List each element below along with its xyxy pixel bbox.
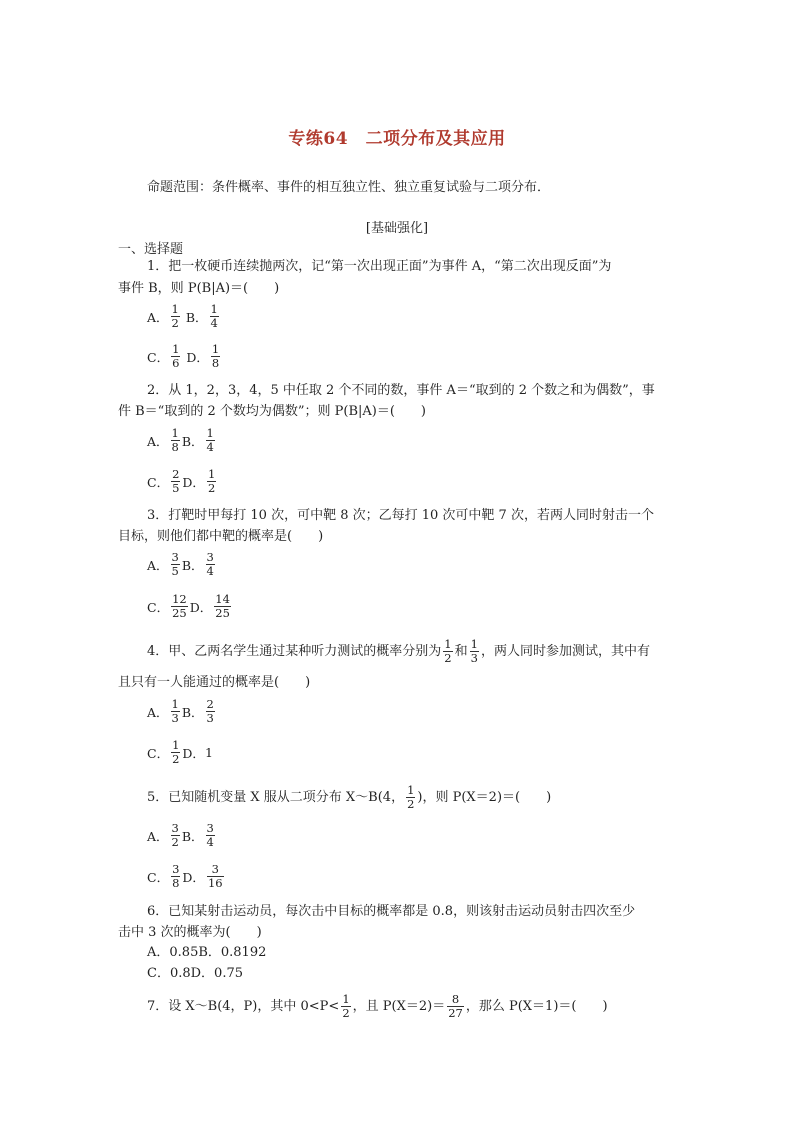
q7-stem (147, 990, 608, 1024)
fraction: $\frac{1}{3}$ (171, 697, 179, 725)
q4-options-ab (147, 698, 217, 732)
option-label: C． (147, 745, 170, 761)
fraction: $\frac{3}{2}$ (171, 821, 179, 849)
fraction: $\frac{1}{8}$ (171, 426, 179, 454)
q5-text-pre: 5．已知随机变量 X 服从二项分布 X～B(4， (147, 790, 405, 805)
option-label: A． (147, 433, 169, 449)
option-label: A． (147, 828, 169, 844)
q3-options-cd (147, 593, 233, 627)
option-label: D． (182, 869, 205, 885)
fraction: $\frac{1}{4}$ (210, 302, 218, 330)
q6-stem-line2: 击中 3 次的概率为( ) (118, 925, 262, 940)
subsection-heading: 一、选择题 (118, 242, 184, 257)
option-label: B． (181, 557, 204, 573)
q1-stem-line1: 1．把一枚硬币连续抛两次，记“第一次出现正面”为事件 A，“第二次出现反面”为 (147, 259, 612, 274)
option-label: C． (147, 599, 170, 615)
fraction: $\frac{3}{8}$ (172, 862, 180, 890)
q5-options-ab (147, 822, 217, 856)
option-label: C． (147, 474, 170, 490)
fraction: $\frac{3}{4}$ (206, 550, 214, 578)
fraction: $\frac{3}{16}$ (207, 862, 223, 890)
option-label: A． (147, 704, 169, 720)
fraction: $\frac{1}{3}$ (470, 637, 478, 665)
fraction: $\frac{2}{5}$ (172, 467, 180, 495)
scope-text: 命题范围：条件概率、事件的相互独立性、独立重复试验与二项分布． (147, 180, 551, 195)
option-label: D． (182, 474, 205, 490)
fraction: $\frac{1}{8}$ (211, 342, 220, 370)
q3-stem-line1: 3．打靶时甲每打 10 次，可中靶 8 次；乙每打 10 次可中靶 7 次，若两人同时射击一个 (147, 508, 654, 523)
option-label: A． (147, 557, 169, 573)
q4-text-and: 和 (454, 644, 468, 659)
option-label: B． (185, 309, 208, 325)
q3-options-ab (147, 551, 217, 585)
q7-text-pre: 7．设 X～B(4，P)，其中 0<P< (147, 999, 340, 1014)
q6-options-cd: C．0.8D．0.75 (147, 966, 243, 981)
option-label: C． (147, 869, 170, 885)
fraction: $\frac{1}{2}$ (342, 992, 350, 1020)
q4-options-cd (147, 739, 213, 773)
fraction: $\frac{8}{27}$ (448, 992, 463, 1020)
fraction: $\frac{3}{5}$ (171, 550, 179, 578)
option-label: C． (147, 349, 170, 365)
page-title: 专练64 二项分布及其应用 (288, 129, 506, 149)
fraction: $\frac{1}{2}$ (171, 302, 179, 330)
option-value: 1 (204, 745, 213, 760)
q4-stem-line1 (147, 636, 650, 668)
q1-options-ab (147, 303, 221, 337)
q2-stem-line2: 件 B＝“取到的 2 个数均为偶数”；则 P(B|A)＝( ) (118, 404, 427, 419)
q1-options-cd (147, 343, 222, 377)
option-label: B． (181, 433, 204, 449)
option-label: D． (182, 745, 205, 761)
q1-stem-line2: 事件 B，则 P(B|A)＝( ) (118, 281, 280, 296)
fraction: $\frac{1}{2}$ (407, 783, 415, 811)
fraction: $\frac{14}{25}$ (215, 592, 230, 620)
q4-text-pre: 4．甲、乙两名学生通过某种听力测试的概率分别为 (147, 644, 442, 659)
fraction: $\frac{1}{2}$ (207, 467, 216, 495)
option-label: D． (186, 349, 209, 365)
section-heading: [基础强化] (365, 221, 429, 236)
option-label: A． (147, 309, 169, 325)
q4-text-post: ，两人同时参加测试，其中有 (480, 644, 650, 659)
q5-options-cd (147, 863, 226, 897)
fraction: $\frac{2}{3}$ (206, 697, 214, 725)
fraction: $\frac{1}{6}$ (172, 342, 180, 370)
fraction: $\frac{3}{4}$ (206, 821, 214, 849)
q3-stem-line2: 目标，则他们都中靶的概率是( ) (118, 529, 324, 544)
fraction: $\frac{1}{4}$ (206, 426, 214, 454)
q2-options-cd (147, 468, 218, 502)
q7-text-mid: ，且 P(X＝2)＝ (352, 999, 446, 1014)
q2-stem-line1: 2．从 1，2，3，4，5 中任取 2 个不同的数，事件 A＝“取到的 2 个数之和为偶数”，事 (147, 383, 655, 398)
fraction: $\frac{1}{2}$ (444, 637, 452, 665)
q5-text-post: )，则 P(X＝2)＝( ) (417, 790, 552, 805)
q6-options-ab: A．0.85B．0.8192 (147, 945, 267, 960)
option-label: B． (181, 704, 204, 720)
q7-text-post: ，那么 P(X＝1)＝( ) (465, 999, 608, 1014)
fraction: $\frac{12}{25}$ (172, 592, 187, 620)
q2-options-ab (147, 427, 217, 461)
option-label: D． (189, 599, 213, 615)
option-label: B． (181, 828, 204, 844)
q4-stem-line2: 且只有一人能通过的概率是( ) (118, 675, 311, 690)
q5-stem-line1 (147, 782, 551, 814)
q6-stem-line1: 6．已知某射击运动员，每次击中目标的概率都是 0.8，则该射击运动员射击四次至少 (147, 904, 636, 919)
fraction: $\frac{1}{2}$ (172, 738, 180, 766)
